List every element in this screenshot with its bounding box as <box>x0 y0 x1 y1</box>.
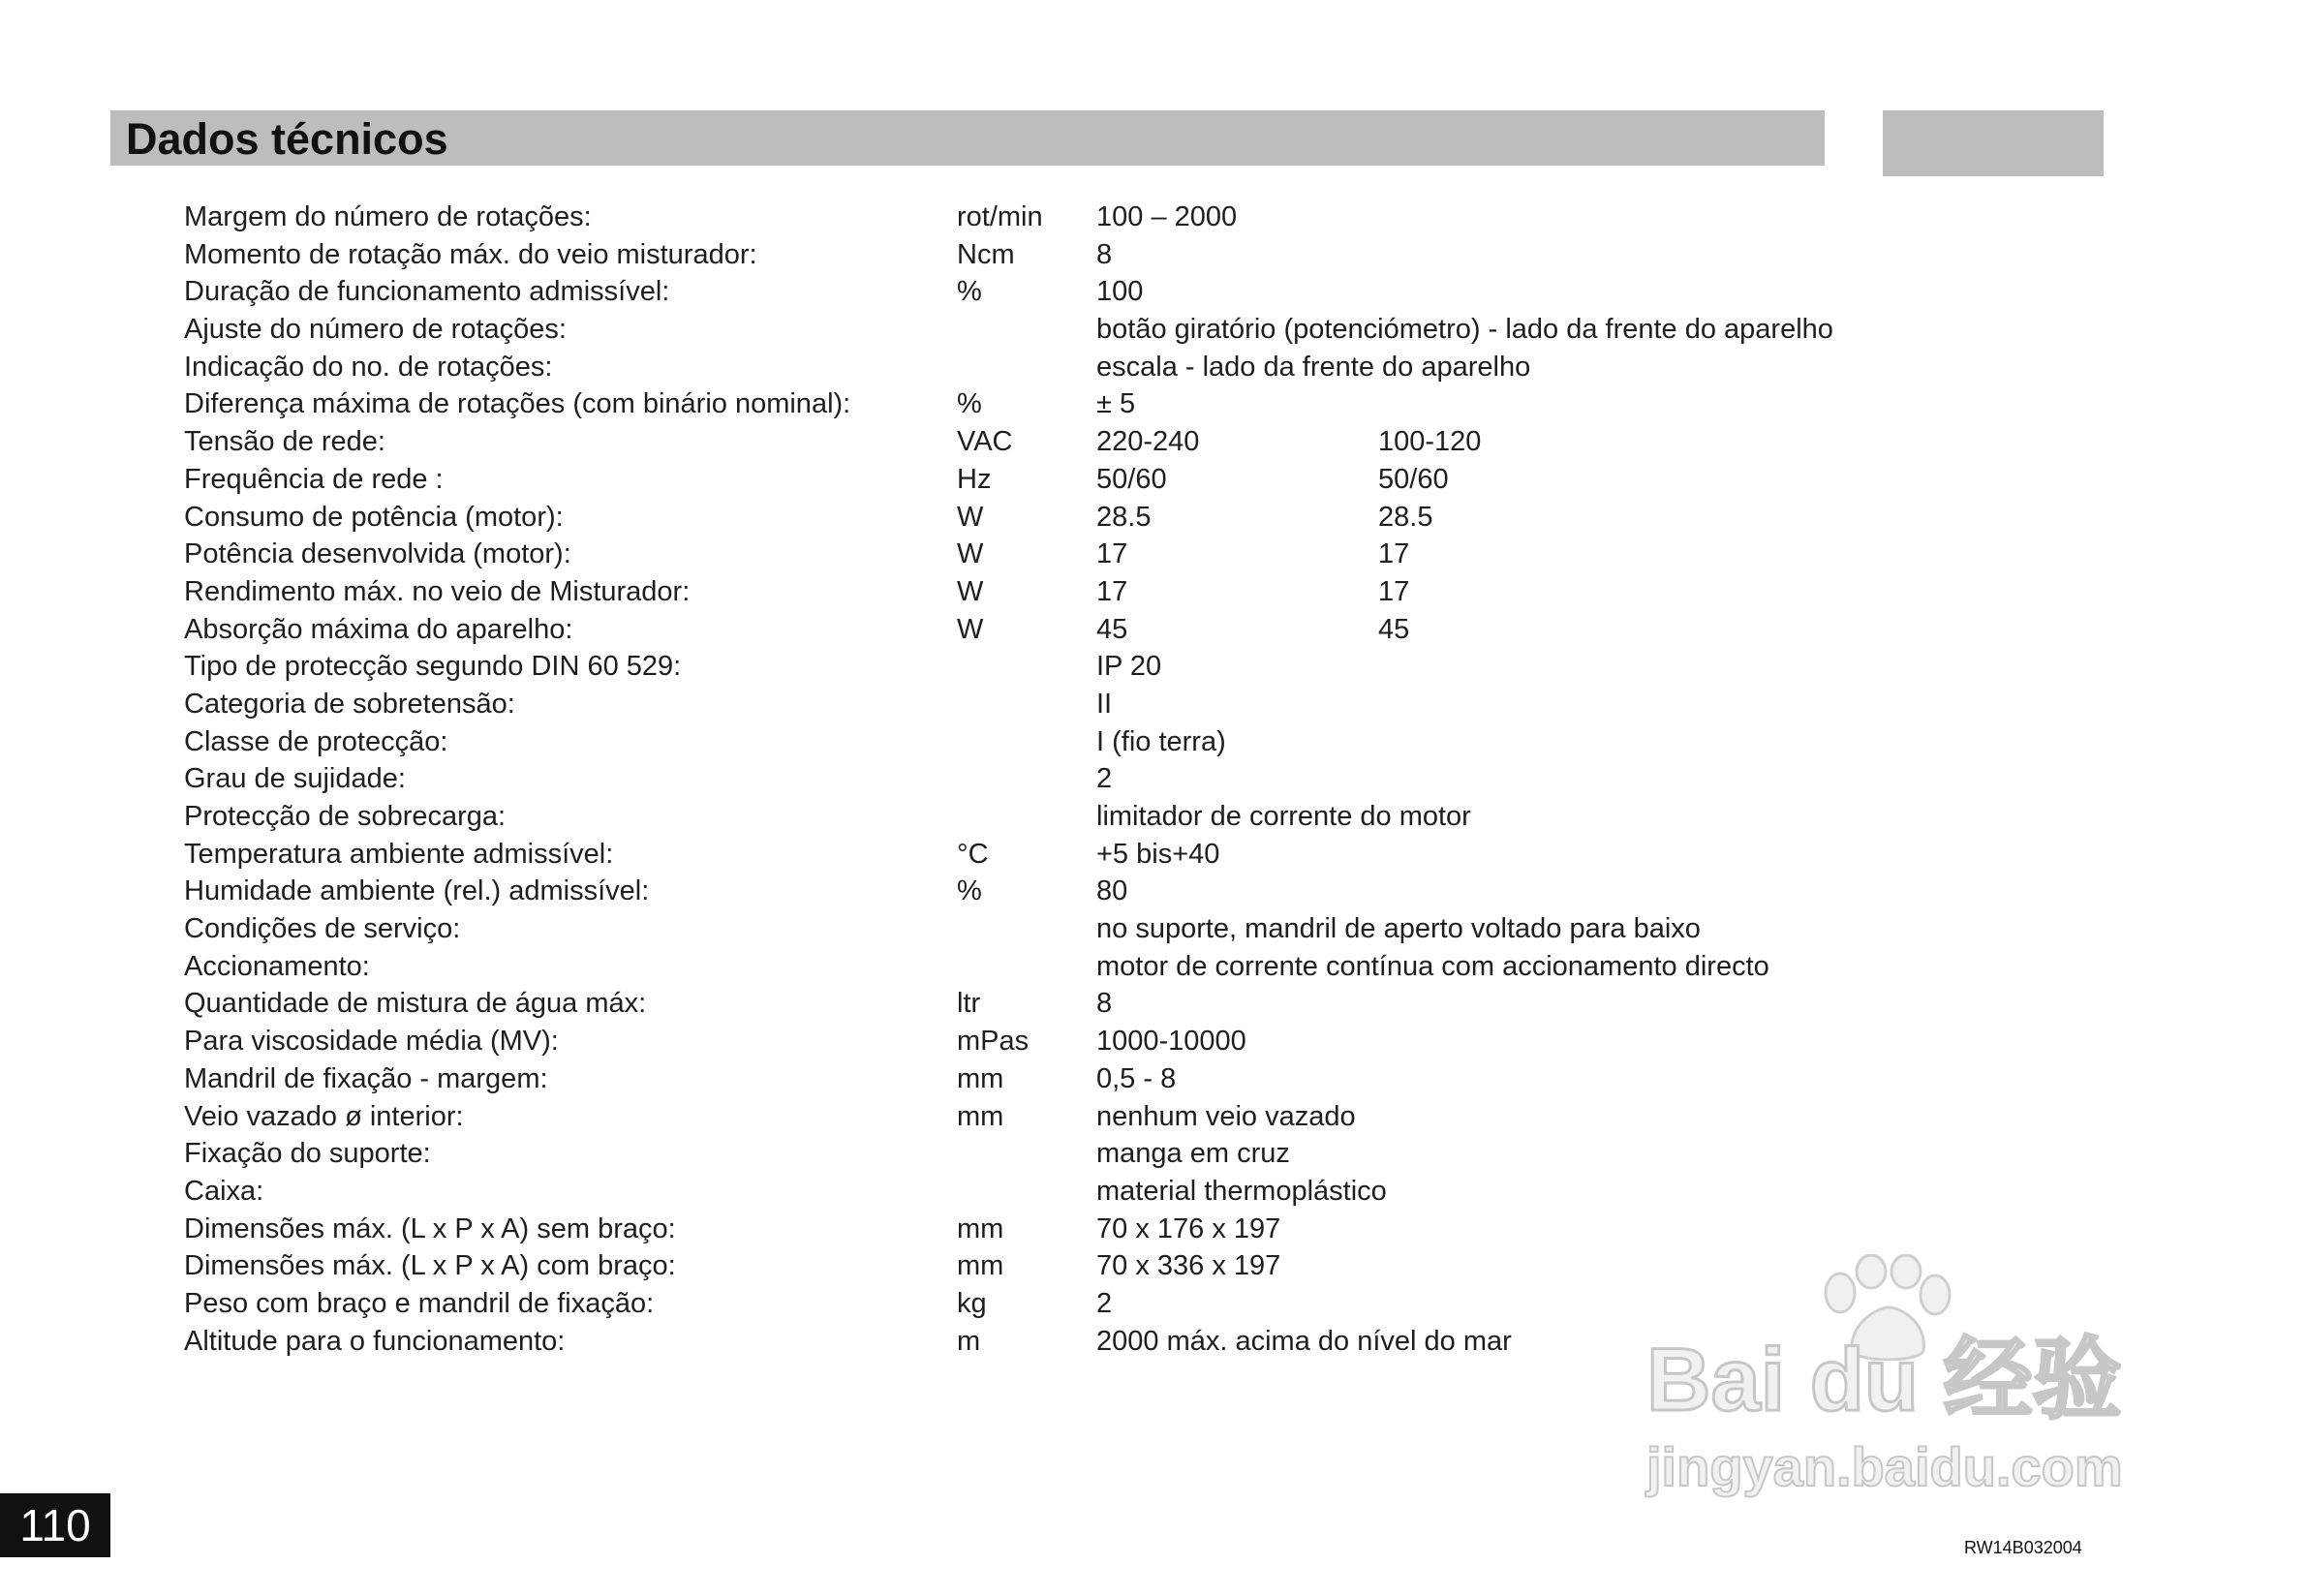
spec-label: Ajuste do número de rotações: <box>184 314 567 346</box>
spec-value: material thermoplástico <box>1096 1175 1387 1207</box>
spec-value: 100 <box>1096 276 1144 308</box>
side-tab-block <box>1883 110 2104 176</box>
spec-row <box>184 686 1830 723</box>
spec-label: Veio vazado ø interior: <box>184 1100 464 1132</box>
spec-unit: mm <box>957 1250 1004 1282</box>
spec-value: I (fio terra) <box>1096 725 1226 757</box>
spec-label: Temperatura ambiente admissível: <box>184 838 614 870</box>
spec-value-alt: 17 <box>1378 538 1410 570</box>
spec-value: 8 <box>1096 988 1113 1020</box>
spec-value: 17 <box>1096 575 1128 607</box>
spec-unit: Hz <box>957 463 992 495</box>
spec-label: Altitude para o funcionamento: <box>184 1325 566 1357</box>
spec-row <box>184 760 1830 798</box>
spec-row <box>184 573 1830 611</box>
spec-row <box>184 1135 1830 1173</box>
spec-row <box>184 1023 1830 1060</box>
spec-unit: m <box>957 1325 981 1357</box>
spec-value-alt: 100-120 <box>1378 426 1482 458</box>
spec-row <box>184 199 1830 236</box>
spec-unit: ltr <box>957 988 981 1020</box>
watermark-brand: Bai du 经验 <box>1646 1331 2122 1429</box>
section-header-bar <box>110 110 1825 166</box>
spec-value-alt: 28.5 <box>1378 501 1433 533</box>
page-number: 110 <box>0 1493 110 1557</box>
spec-value: IP 20 <box>1096 651 1162 683</box>
spec-value-alt: 50/60 <box>1378 463 1449 495</box>
spec-label: Classe de protecção: <box>184 725 448 757</box>
spec-row <box>184 723 1830 761</box>
spec-value: II <box>1096 688 1113 720</box>
spec-label: Margem do número de rotações: <box>184 201 592 232</box>
spec-label: Momento de rotação máx. do veio misturador: <box>184 238 757 270</box>
spec-label: Diferença máxima de rotações (com binário nominal): <box>184 388 851 420</box>
spec-label: Accionamento: <box>184 950 370 982</box>
spec-label: Tensão de rede: <box>184 426 385 458</box>
spec-label: Tipo de protecção segundo DIN 60 529: <box>184 651 682 683</box>
spec-value: +5 bis+40 <box>1096 838 1220 870</box>
spec-unit: kg <box>957 1287 987 1319</box>
spec-row <box>184 1211 1830 1248</box>
spec-value: 0,5 - 8 <box>1096 1062 1177 1094</box>
page-title: Dados técnicos <box>126 114 448 164</box>
spec-label: Dimensões máx. (L x P x A) com braço: <box>184 1250 676 1282</box>
spec-unit: mm <box>957 1212 1004 1244</box>
spec-row <box>184 236 1830 274</box>
spec-value: ± 5 <box>1096 388 1136 420</box>
spec-row <box>184 423 1830 461</box>
spec-value: 50/60 <box>1096 463 1167 495</box>
spec-value: 100 – 2000 <box>1096 201 1238 232</box>
spec-row <box>184 910 1830 948</box>
spec-unit: mm <box>957 1100 1004 1132</box>
spec-unit: rot/min <box>957 201 1043 232</box>
spec-unit: % <box>957 276 982 308</box>
spec-value: 8 <box>1096 238 1113 270</box>
spec-row <box>184 1098 1830 1136</box>
spec-row <box>184 273 1830 311</box>
spec-value: limitador de corrente do motor <box>1096 801 1471 832</box>
watermark <box>1637 1254 2179 1516</box>
spec-label: Duração de funcionamento admissível: <box>184 276 670 308</box>
spec-value: 17 <box>1096 538 1128 570</box>
spec-row <box>184 1323 1830 1361</box>
spec-label: Fixação do suporte: <box>184 1138 431 1170</box>
spec-value: 2000 máx. acima do nível do mar <box>1096 1325 1512 1357</box>
spec-label: Frequência de rede : <box>184 463 444 495</box>
spec-label: Dimensões máx. (L x P x A) sem braço: <box>184 1212 676 1244</box>
spec-row <box>184 1285 1830 1323</box>
spec-label: Potência desenvolvida (motor): <box>184 538 571 570</box>
spec-value: botão giratório (potenciómetro) - lado da frente do aparelho <box>1096 314 1833 346</box>
spec-value-alt: 17 <box>1378 575 1410 607</box>
spec-unit: W <box>957 501 984 533</box>
spec-unit: mm <box>957 1062 1004 1094</box>
spec-label: Grau de sujidade: <box>184 763 406 795</box>
spec-row <box>184 836 1830 874</box>
spec-value: manga em cruz <box>1096 1138 1290 1170</box>
spec-label: Rendimento máx. no veio de Misturador: <box>184 575 691 607</box>
spec-unit: W <box>957 575 984 607</box>
watermark-url: jingyan.baidu.com <box>1646 1436 2123 1497</box>
spec-label: Consumo de potência (motor): <box>184 501 564 533</box>
spec-value: 1000-10000 <box>1096 1026 1246 1058</box>
spec-unit: Ncm <box>957 238 1015 270</box>
spec-value: 70 x 336 x 197 <box>1096 1250 1281 1282</box>
spec-label: Mandril de fixação - margem: <box>184 1062 548 1094</box>
spec-row <box>184 385 1830 423</box>
spec-value: 2 <box>1096 763 1113 795</box>
spec-row <box>184 1247 1830 1285</box>
spec-value: 220-240 <box>1096 426 1200 458</box>
spec-label: Para viscosidade média (MV): <box>184 1026 559 1058</box>
spec-value: nenhum veio vazado <box>1096 1100 1356 1132</box>
spec-unit: mPas <box>957 1026 1030 1058</box>
spec-row <box>184 798 1830 836</box>
spec-value: no suporte, mandril de aperto voltado para baixo <box>1096 913 1701 945</box>
spec-unit: W <box>957 613 984 645</box>
spec-label: Caixa: <box>184 1175 264 1207</box>
spec-row <box>184 985 1830 1023</box>
spec-row <box>184 1060 1830 1098</box>
spec-value-alt: 45 <box>1378 613 1410 645</box>
spec-label: Condições de serviço: <box>184 913 461 945</box>
spec-label: Indicação do no. de rotações: <box>184 351 553 383</box>
spec-unit: % <box>957 875 982 907</box>
spec-table <box>184 199 1833 1360</box>
spec-unit: VAC <box>957 426 1013 458</box>
spec-unit: °C <box>957 838 989 870</box>
spec-unit: % <box>957 388 982 420</box>
spec-label: Peso com braço e mandril de fixação: <box>184 1287 655 1319</box>
document-code: RW14B032004 <box>1964 1538 2082 1557</box>
spec-value: 2 <box>1096 1287 1113 1319</box>
spec-row <box>184 311 1833 349</box>
spec-value: motor de corrente contínua com accionamento directo <box>1096 950 1769 982</box>
spec-row <box>184 349 1830 386</box>
spec-row <box>184 499 1830 537</box>
spec-label: Absorção máxima do aparelho: <box>184 613 573 645</box>
spec-label: Categoria de sobretensão: <box>184 688 515 720</box>
spec-label: Humidade ambiente (rel.) admissível: <box>184 875 650 907</box>
spec-value: 70 x 176 x 197 <box>1096 1212 1281 1244</box>
spec-row <box>184 1173 1830 1211</box>
spec-row <box>184 873 1830 910</box>
spec-row <box>184 461 1830 499</box>
spec-value: escala - lado da frente do aparelho <box>1096 351 1531 383</box>
spec-value: 28.5 <box>1096 501 1152 533</box>
spec-label: Protecção de sobrecarga: <box>184 801 507 832</box>
spec-label: Quantidade de mistura de água máx: <box>184 988 647 1020</box>
spec-row <box>184 648 1830 686</box>
spec-value: 80 <box>1096 875 1128 907</box>
spec-row <box>184 536 1830 573</box>
spec-unit: W <box>957 538 984 570</box>
spec-value: 45 <box>1096 613 1128 645</box>
spec-row <box>184 611 1830 649</box>
spec-row <box>184 948 1830 986</box>
